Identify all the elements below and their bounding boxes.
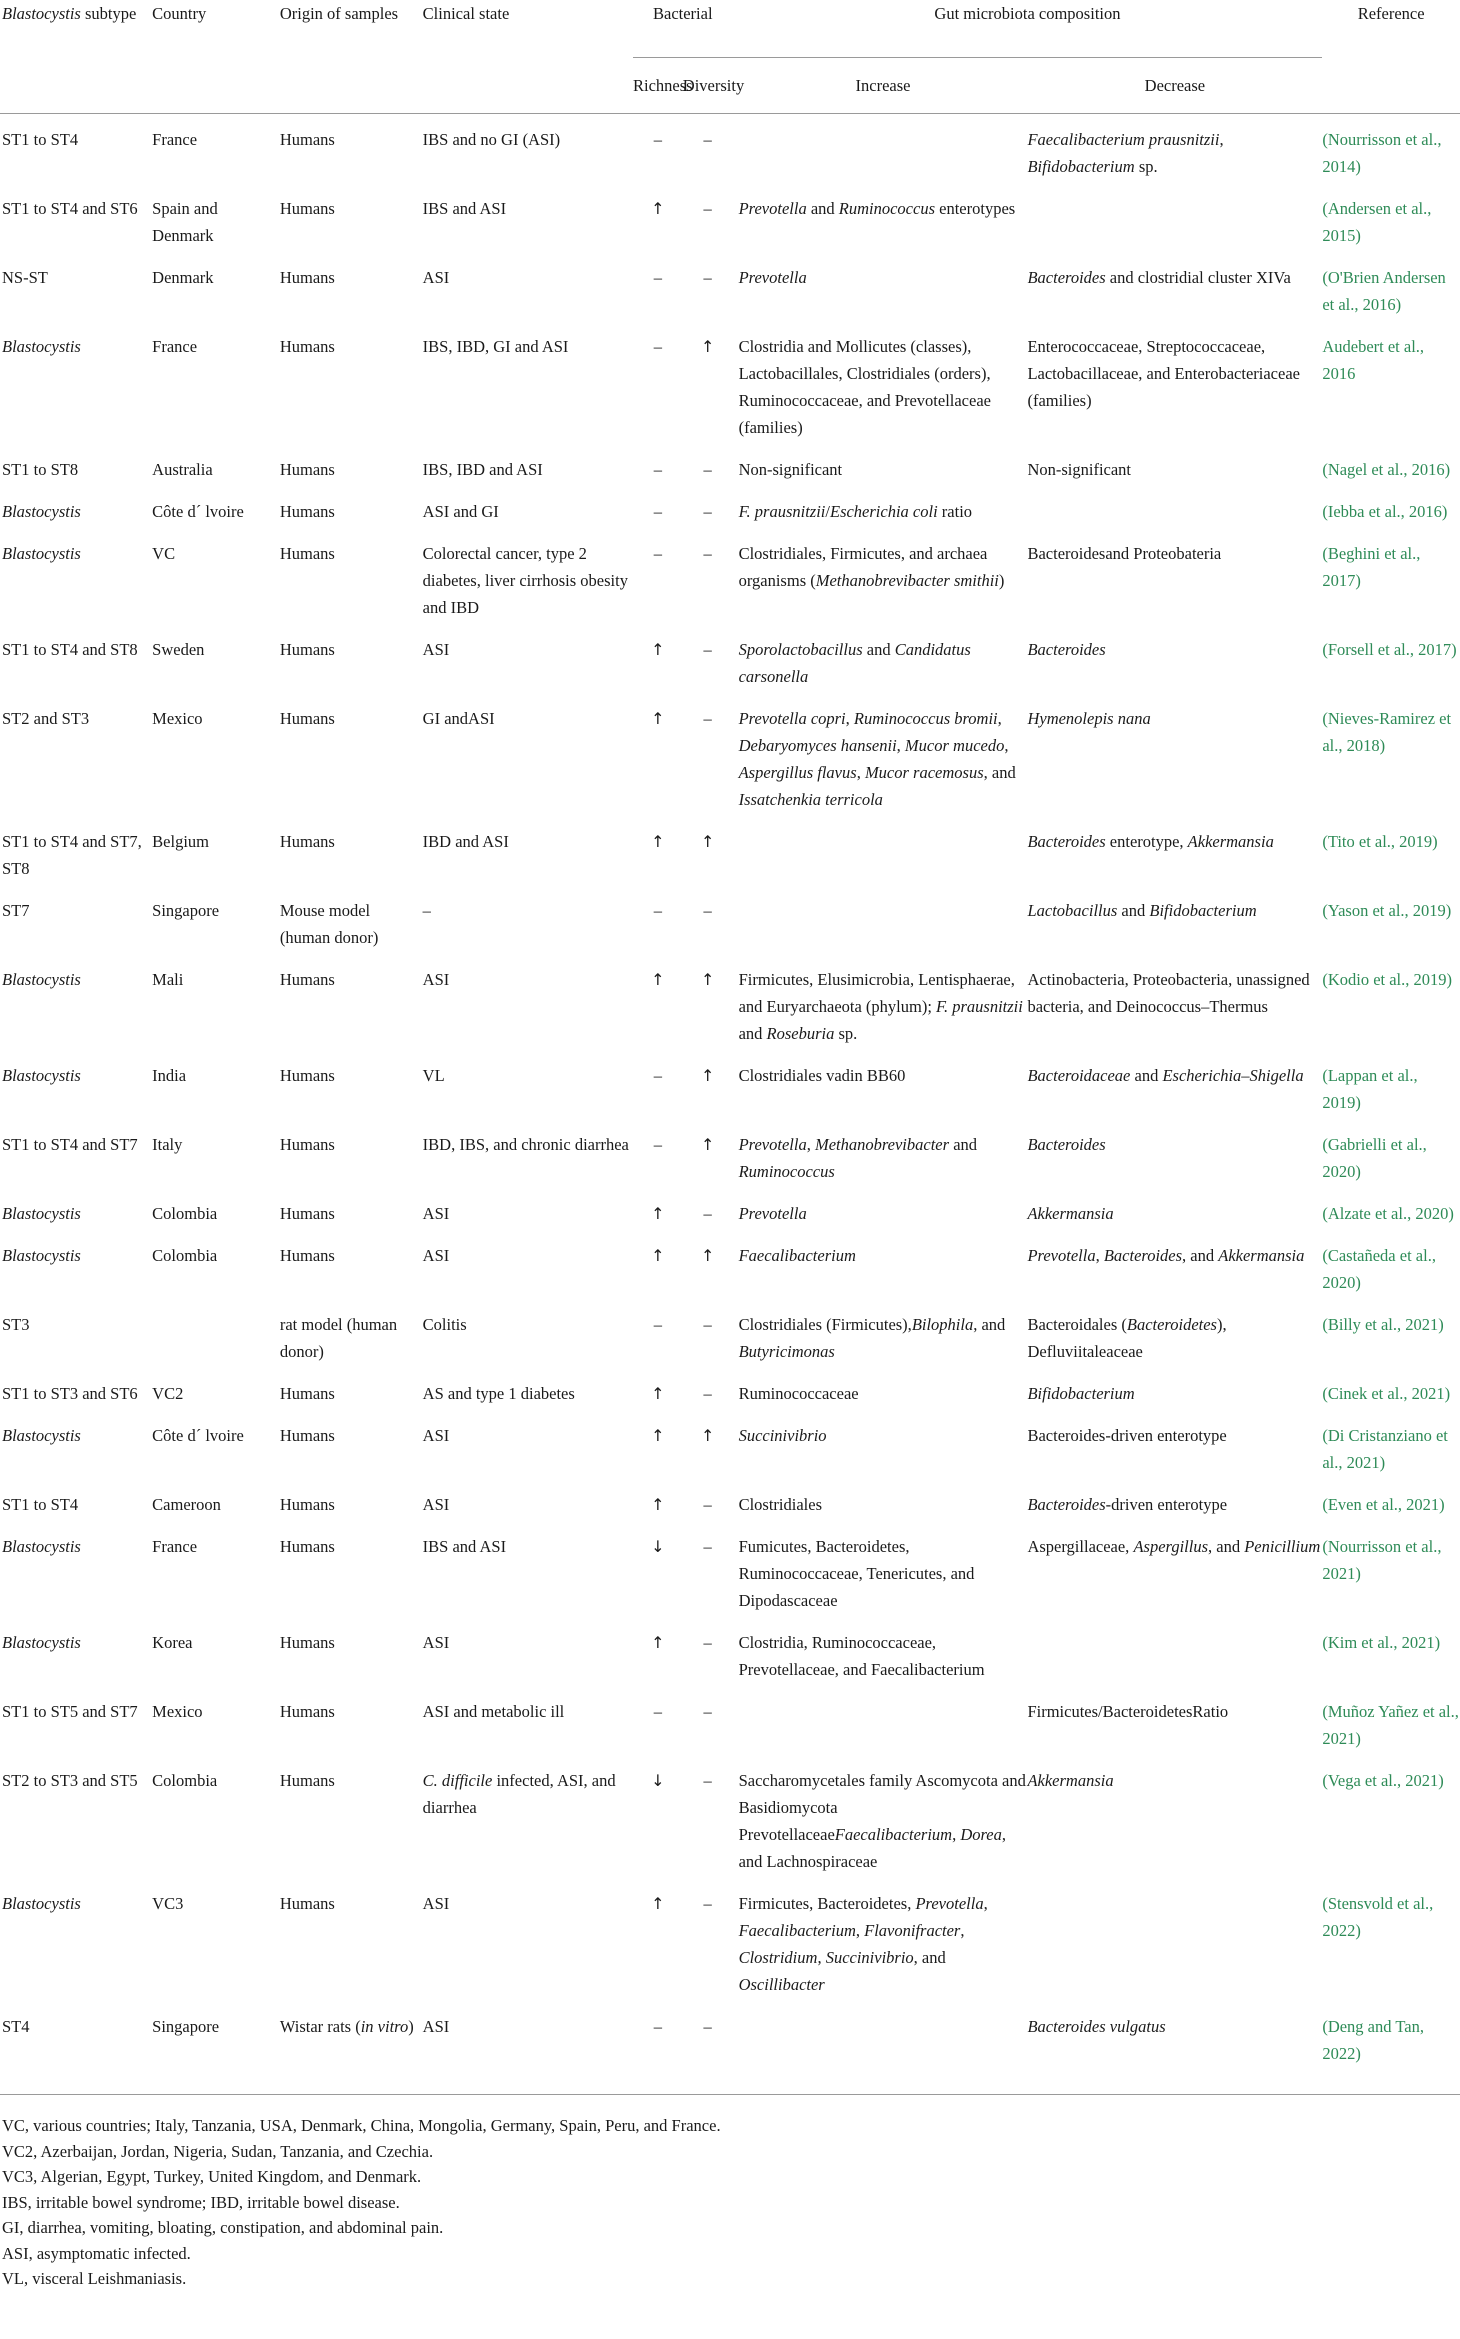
cell-reference[interactable]: (Kodio et al., 2019) [1322,970,1453,989]
cell-increase [733,885,1028,954]
cell-increase: Prevotella copri, Ruminococcus bromii, Debaryomyces hansenii, Mucor mucedo, Aspergillus flavus, Mucor racemosus, and Issatchenkia terricola [738,709,1016,809]
header-gut: Gut microbiota composition [733,0,1323,58]
cell-origin: Humans [279,1384,335,1403]
cell-country [144,1299,278,1368]
table-row [0,1299,1460,1368]
cell-richness: ↓ [651,1537,665,1556]
cell-country: Spain and Denmark [152,199,218,245]
cell-clinical: AS and type 1 diabetes [422,1384,575,1403]
table-row [0,954,1460,1050]
cell-decrease [1027,1878,1322,2001]
cell-increase: Firmicutes, Bacteroidetes, Prevotella, Faecalibacterium, Flavonifracter, Clostridium, Succinivibrio, and Oscillibacter [738,1894,988,1994]
cell-increase [733,114,1028,184]
cell-diversity: – [703,1894,712,1913]
cell-increase: Saccharomycetales family Ascomycota and Basidiomycota PrevotellaceaeFaecalibacterium, Dorea, and Lachnospiraceae [738,1771,1026,1871]
cell-richness: ↑ [651,709,665,728]
cell-subtype: Blastocystis [2,1633,81,1652]
table-row [0,321,1460,444]
cell-richness: ↑ [651,1633,665,1652]
cell-origin: rat model (human donor) [279,1315,398,1361]
cell-increase: Succinivibrio [738,1426,827,1445]
cell-origin: Humans [279,1702,335,1721]
table-row [0,1617,1460,1686]
cell-origin: Humans [279,1246,335,1265]
cell-clinical: IBS and no GI (ASI) [422,130,561,149]
cell-decrease: Enterococcaceae, Streptococcaceae, Lactobacillaceae, and Enterobacteriaceae (families) [1027,337,1300,410]
cell-origin: Humans [279,502,335,521]
cell-decrease: Firmicutes/BacteroidetesRatio [1027,1702,1229,1721]
cell-diversity: – [703,1315,712,1334]
cell-diversity: – [703,130,712,149]
cell-diversity: – [703,901,712,920]
cell-origin: Wistar rats (in vitro) [279,2017,414,2036]
cell-subtype: ST1 to ST4 and ST8 [2,640,138,659]
table-row [0,252,1460,321]
cell-country: France [152,337,198,356]
cell-richness: – [653,2017,662,2036]
cell-reference[interactable]: (Gabrielli et al., 2020) [1322,1135,1427,1181]
cell-subtype: Blastocystis [2,1426,81,1445]
header-country: Country [152,4,207,23]
cell-decrease: Bacteroides [1027,640,1106,659]
cell-origin: Humans [279,1771,335,1790]
table-row [0,1878,1460,2001]
table-row [0,816,1460,885]
cell-origin: Humans [279,709,335,728]
cell-increase: Clostridiales, Firmicutes, and archaea organisms (Methanobrevibacter smithii) [738,544,1005,590]
cell-subtype: ST1 to ST4 and ST7, ST8 [2,832,142,878]
cell-increase: Prevotella, Methanobrevibacter and Ruminococcus [738,1135,978,1181]
cell-diversity: – [703,460,712,479]
cell-subtype: NS-ST [2,268,48,287]
footnote-line: ASI, asymptomatic infected. [2,2243,191,2263]
cell-diversity: – [703,199,712,218]
cell-richness: ↓ [651,1771,665,1790]
cell-clinical: IBS and ASI [422,1537,507,1556]
cell-increase: Firmicutes, Elusimicrobia, Lentisphaerae, and Euryarchaeota (phylum); F. prausnitzii and Roseburia sp. [738,970,1023,1043]
cell-richness: ↑ [651,640,665,659]
cell-reference[interactable]: Audebert et al., 2016 [1322,337,1425,383]
cell-diversity: ↑ [700,970,715,989]
cell-origin: Humans [279,1537,335,1556]
cell-reference[interactable]: (Castañeda et al., 2020) [1322,1246,1436,1292]
cell-decrease: Bacteroides-driven enterotype [1027,1495,1228,1514]
cell-diversity: – [703,640,712,659]
cell-clinical: ASI [422,1426,450,1445]
table-row [0,183,1460,252]
cell-decrease: Faecalibacterium prausnitzii, Bifidobacterium sp. [1027,130,1224,176]
cell-decrease: Bacteroidaceae and Escherichia–Shigella [1027,1066,1304,1085]
cell-diversity: – [703,544,712,563]
cell-reference[interactable]: (Di Cristanziano et al., 2021) [1322,1426,1448,1472]
cell-diversity: – [703,268,712,287]
cell-country: Colombia [152,1204,218,1223]
cell-increase: Clostridia and Mollicutes (classes), Lactobacillales, Clostridiales (orders), Ruminococcaceae, and Prevotellaceae (families) [738,337,991,437]
table-row [0,1521,1460,1617]
cell-diversity: – [703,1384,712,1403]
cell-reference[interactable]: (Stensvold et al., 2022) [1322,1894,1434,1940]
table-body [0,114,1460,2071]
cell-diversity: – [703,1771,712,1790]
cell-clinical: ASI and GI [422,502,499,521]
cell-country: Colombia [152,1771,218,1790]
cell-decrease: Bacteroidesand Proteobateria [1027,544,1222,563]
cell-subtype: Blastocystis [2,970,81,989]
cell-subtype: ST1 to ST3 and ST6 [2,1384,138,1403]
cell-subtype: ST4 [2,2017,30,2036]
cell-decrease: Non-significant [1027,460,1132,479]
cell-reference[interactable]: (O'Brien Andersen et al., 2016) [1322,268,1446,314]
cell-richness: – [653,901,662,920]
cell-richness: ↑ [651,1495,665,1514]
cell-subtype: Blastocystis [2,1537,81,1556]
table-row [0,1686,1460,1755]
table-row [0,114,1460,184]
cell-reference[interactable]: (Kim et al., 2021) [1322,1633,1441,1652]
header-subtype-italic: Blastocystis [2,4,81,23]
cell-reference[interactable]: (Even et al., 2021) [1322,1495,1445,1514]
cell-subtype: ST7 [2,901,30,920]
cell-origin: Humans [279,460,335,479]
cell-country: Colombia [152,1246,218,1265]
cell-origin: Humans [279,1066,335,1085]
cell-country: France [152,130,198,149]
cell-reference[interactable]: (Alzate et al., 2020) [1322,1204,1454,1223]
cell-richness: – [653,460,662,479]
cell-clinical: C. difficile infected, ASI, and diarrhea [422,1771,616,1817]
cell-richness: – [653,1702,662,1721]
cell-richness: ↑ [651,1384,665,1403]
cell-diversity: – [703,1495,712,1514]
cell-clinical: GI andASI [422,709,495,728]
table-row [0,1188,1460,1230]
cell-country: VC3 [152,1894,184,1913]
cell-clinical: ASI and metabolic ill [422,1702,565,1721]
cell-increase: Clostridiales [738,1495,822,1514]
header-bacterial: Bacterial [633,0,733,58]
cell-country: Singapore [152,2017,220,2036]
cell-richness: – [653,1135,662,1154]
header-decrease: Decrease [1144,76,1206,95]
cell-subtype: Blastocystis [2,1066,81,1085]
cell-decrease [1027,1617,1322,1686]
cell-origin: Humans [279,544,335,563]
cell-country: VC [152,544,176,563]
cell-richness: – [653,502,662,521]
cell-increase: F. prausnitzii/Escherichia coli ratio [738,502,973,521]
footnote-line: GI, diarrhea, vomiting, bloating, constipation, and abdominal pain. [2,2218,444,2237]
cell-diversity: – [703,1633,712,1652]
cell-richness: ↑ [651,1894,665,1913]
cell-reference[interactable]: (Vega et al., 2021) [1322,1771,1444,1790]
cell-decrease: Lactobacillus and Bifidobacterium [1027,901,1257,920]
table-row [0,693,1460,816]
cell-diversity: – [703,1702,712,1721]
header-clinical: Clinical state [422,4,510,23]
cell-subtype: Blastocystis [2,544,81,563]
cell-decrease: Hymenolepis nana [1027,709,1151,728]
cell-reference[interactable]: (Forsell et al., 2017) [1322,640,1457,659]
cell-clinical: VL [422,1066,445,1085]
cell-decrease: Bacteroides vulgatus [1027,2017,1166,2036]
header-row-1 [0,0,1460,58]
cell-decrease: Bacteroidales (Bacteroidetes), Defluviitaleaceae [1027,1315,1227,1361]
cell-diversity: – [703,709,712,728]
cell-increase: Sporolactobacillus and Candidatus carsonella [738,640,971,686]
cell-country: Côte d´ lvoire [152,1426,244,1445]
cell-richness: ↑ [651,1204,665,1223]
cell-origin: Mouse model (human donor) [279,901,379,947]
cell-subtype: Blastocystis [2,502,81,521]
cell-reference[interactable]: (Tito et al., 2019) [1322,832,1438,851]
cell-increase: Fumicutes, Bacteroidetes, Ruminococcaceae, Tenericutes, and Dipodascaceae [738,1537,975,1610]
cell-origin: Humans [279,1204,335,1223]
cell-diversity: ↑ [700,1246,715,1265]
table-row [0,1755,1460,1878]
cell-subtype: ST1 to ST4 and ST6 [2,199,138,218]
cell-clinical: ASI [422,640,450,659]
cell-clinical: IBD, IBS, and chronic diarrhea [422,1135,629,1154]
cell-clinical: IBS and ASI [422,199,507,218]
cell-decrease: Akkermansia [1027,1771,1114,1790]
table-row [0,1479,1460,1521]
cell-richness: ↑ [651,199,665,218]
table-row [0,1119,1460,1188]
cell-origin: Humans [279,640,335,659]
cell-increase: Prevotella [738,268,807,287]
cell-diversity: – [703,1537,712,1556]
cell-subtype: ST1 to ST8 [2,460,79,479]
cell-increase: Clostridiales vadin BB60 [738,1066,906,1085]
cell-subtype: ST2 to ST3 and ST5 [2,1771,138,1790]
cell-country: Korea [152,1633,193,1652]
cell-origin: Humans [279,130,335,149]
cell-country: France [152,1537,198,1556]
cell-richness: ↑ [651,1426,665,1445]
cell-origin: Humans [279,199,335,218]
cell-richness: ↑ [651,970,665,989]
cell-clinical: IBS, IBD, GI and ASI [422,337,569,356]
footnote-line: VC, various countries; Italy, Tanzania, USA, Denmark, China, Mongolia, Germany, Spain, Peru, and France. [2,2116,721,2135]
cell-clinical: ASI [422,268,450,287]
table-row [0,2001,1460,2070]
cell-diversity: ↑ [700,1135,715,1154]
cell-increase: Ruminococcaceae [738,1384,859,1403]
table-row [0,1368,1460,1410]
cell-clinical: ASI [422,970,450,989]
cell-decrease: Bacteroides and clostridial cluster XIVa [1027,268,1291,287]
cell-increase [733,1686,1028,1755]
cell-clinical: IBS, IBD and ASI [422,460,543,479]
cell-clinical: Colitis [422,1315,467,1334]
table-row [0,528,1460,624]
cell-increase: Prevotella and Ruminococcus enterotypes [738,199,1016,218]
cell-reference[interactable]: (Iebba et al., 2016) [1322,502,1448,521]
cell-origin: Humans [279,1135,335,1154]
cell-subtype: Blastocystis [2,1246,81,1265]
cell-reference[interactable]: (Lappan et al., 2019) [1322,1066,1418,1112]
cell-country: India [152,1066,187,1085]
cell-richness: ↑ [651,1246,665,1265]
cell-diversity: – [703,1204,712,1223]
cell-clinical: ASI [422,1633,450,1652]
header-subtype [0,0,144,113]
cell-origin: Humans [279,1426,335,1445]
cell-increase: Clostridia, Ruminococcaceae, Prevotellaceae, and Faecalibacterium [738,1633,985,1679]
cell-origin: Humans [279,970,335,989]
cell-diversity: ↑ [700,1426,715,1445]
cell-increase: Non-significant [738,460,843,479]
cell-origin: Humans [279,1633,335,1652]
cell-reference[interactable]: (Nourrisson et al., 2014) [1322,130,1442,176]
cell-country: Cameroon [152,1495,221,1514]
header-increase: Increase [855,76,911,95]
cell-country: VC2 [152,1384,184,1403]
cell-origin: Humans [279,1894,335,1913]
cell-country: Mexico [152,709,203,728]
cell-clinical: ASI [422,2017,450,2036]
cell-decrease: Prevotella, Bacteroides, and Akkermansia [1027,1246,1305,1265]
cell-clinical: ASI [422,1204,450,1223]
cell-subtype: Blastocystis [2,337,81,356]
cell-reference[interactable]: (Muñoz Yañez et al., 2021) [1322,1702,1459,1748]
cell-diversity: – [703,2017,712,2036]
cell-increase: Prevotella [738,1204,807,1223]
table-row [0,624,1460,693]
cell-subtype: Blastocystis [2,1204,81,1223]
cell-subtype: ST2 and ST3 [2,709,90,728]
cell-clinical: Colorectal cancer, type 2 diabetes, liver cirrhosis obesity and IBD [422,544,628,617]
cell-richness: – [653,1315,662,1334]
cell-reference[interactable]: (Nagel et al., 2016) [1322,460,1451,479]
cell-country: Italy [152,1135,183,1154]
cell-origin: Humans [279,268,335,287]
table-row [0,1410,1460,1479]
cell-decrease: Akkermansia [1027,1204,1114,1223]
cell-decrease: Aspergillaceae, Aspergillus, and Penicillium [1027,1537,1321,1556]
cell-richness: – [653,268,662,287]
cell-country: Australia [152,460,213,479]
cell-richness: – [653,544,662,563]
table-header [0,0,1460,114]
cell-decrease: Bacteroides enterotype, Akkermansia [1027,832,1274,851]
cell-country: Belgium [152,832,209,851]
cell-clinical: ASI [422,1495,450,1514]
cell-richness: ↑ [651,832,665,851]
cell-increase: Faecalibacterium [738,1246,856,1265]
cell-subtype: ST1 to ST5 and ST7 [2,1702,138,1721]
cell-country: Sweden [152,640,205,659]
cell-decrease: Bacteroides-driven enterotype [1027,1426,1227,1445]
cell-reference[interactable]: (Cinek et al., 2021) [1322,1384,1451,1403]
cell-reference[interactable]: (Nieves-Ramirez et al., 2018) [1322,709,1452,755]
cell-diversity: ↑ [700,1066,715,1085]
cell-origin: Humans [279,832,335,851]
table-row [0,1050,1460,1119]
cell-country: Singapore [152,901,220,920]
cell-subtype: ST1 to ST4 and ST7 [2,1135,138,1154]
cell-richness: – [653,337,662,356]
cell-increase [733,2001,1028,2070]
cell-decrease: Bifidobacterium [1027,1384,1135,1403]
cell-country: Denmark [152,268,214,287]
cell-diversity: – [703,502,712,521]
cell-clinical: ASI [422,1894,450,1913]
cell-diversity: ↑ [700,337,715,356]
cell-reference[interactable]: (Deng and Tan, 2022) [1322,2017,1424,2063]
table-row [0,1230,1460,1299]
cell-country: Côte d´ lvoire [152,502,244,521]
header-subtype-rest: subtype [84,4,137,23]
cell-origin: Humans [279,337,335,356]
cell-clinical: – [422,901,431,920]
cell-decrease: Bacteroides [1027,1135,1106,1154]
cell-decrease [1027,486,1322,528]
cell-reference[interactable]: (Beghini et al., 2017) [1322,544,1421,590]
header-diversity: Diversity [682,76,745,95]
cell-richness: – [653,130,662,149]
footnote-line: IBS, irritable bowel syndrome; IBD, irritable bowel disease. [2,2192,400,2212]
cell-diversity: ↑ [700,832,715,851]
cell-country: Mali [152,970,184,989]
table-footnotes [0,2094,1460,2292]
header-origin: Origin of samples [279,4,399,23]
cell-subtype: ST1 to ST4 [2,1495,79,1514]
footnote-line: VL, visceral Leishmaniasis. [2,2269,187,2288]
cell-decrease: Actinobacteria, Proteobacteria, unassigned bacteria, and Deinococcus–Thermus [1027,970,1310,1016]
cell-country: Mexico [152,1702,203,1721]
footnote-line: VC2, Azerbaijan, Jordan, Nigeria, Sudan, Tanzania, and Czechia. [2,2141,434,2161]
header-reference: Reference [1357,4,1425,23]
cell-reference[interactable]: (Nourrisson et al., 2021) [1322,1537,1442,1583]
cell-reference[interactable]: (Billy et al., 2021) [1322,1315,1444,1334]
footnote-line: VC3, Algerian, Egypt, Turkey, United Kingdom, and Denmark. [2,2167,422,2186]
cell-richness: – [653,1066,662,1085]
header-richness: Richness [632,76,693,95]
table-row [0,444,1460,486]
cell-subtype: Blastocystis [2,1894,81,1913]
cell-reference[interactable]: (Yason et al., 2019) [1322,901,1452,920]
table-row [0,885,1460,954]
cell-increase [733,816,1028,885]
cell-origin: Humans [279,1495,335,1514]
cell-clinical: IBD and ASI [422,832,509,851]
cell-increase: Clostridiales (Firmicutes),Bilophila, and Butyricimonas [738,1315,1006,1361]
cell-subtype: ST1 to ST4 [2,130,79,149]
table-row [0,486,1460,528]
cell-subtype: ST3 [2,1315,30,1334]
cell-reference[interactable]: (Andersen et al., 2015) [1322,199,1432,245]
cell-clinical: ASI [422,1246,450,1265]
cell-decrease [1027,183,1322,252]
